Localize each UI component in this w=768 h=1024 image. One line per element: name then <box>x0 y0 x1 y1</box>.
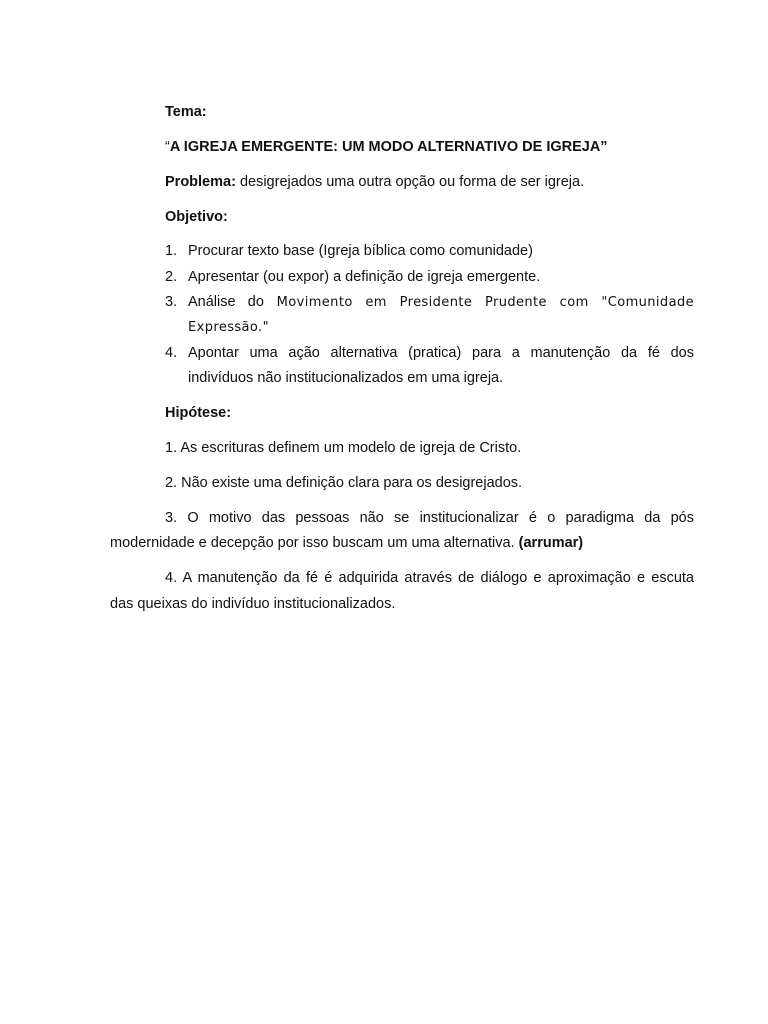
problema-label: Problema: <box>165 174 236 190</box>
objetivo-number: 4. <box>165 345 178 361</box>
hipotese-item-cont <box>110 534 583 552</box>
objetivo-3-part-a: Análise do <box>188 294 264 310</box>
objetivo-number: 3. <box>165 294 178 310</box>
objetivo-item-text: Procurar texto base (Igreja bíblica como comunidade) <box>188 243 533 259</box>
tema-label: Tema: <box>165 104 207 120</box>
objetivo-item-text: Apontar uma ação alternativa (pratica) para a manutenção da fé dos <box>188 345 694 361</box>
objetivo-item-text-cont: indivíduos não institucionalizados em uma igreja. <box>188 370 504 386</box>
hipotese-3-line2: modernidade e decepção por isso buscam um uma alternativa. <box>110 535 519 551</box>
objetivo-number: 1. <box>165 243 178 259</box>
hipotese-item: 2. Não existe uma definição clara para os desigrejados. <box>165 475 523 491</box>
problema-line <box>165 173 584 191</box>
objetivo-number: 2. <box>165 269 178 285</box>
objetivo-label: Objetivo: <box>165 209 228 225</box>
hipotese-item: 4. A manutenção da fé é adquirida através de diálogo e aproximação e escuta <box>165 570 694 586</box>
hipotese-label: Hipótese: <box>165 405 232 421</box>
title-text: A IGREJA EMERGENTE: UM MODO ALTERNATIVO DE IGREJA” <box>169 139 608 155</box>
arrumar-note: (arrumar) <box>518 535 584 551</box>
objetivo-3-part-b: Movimento em Presidente Prudente com "Comunidade <box>263 295 694 310</box>
document-title <box>165 138 608 156</box>
hipotese-item: 3. O motivo das pessoas não se institucionalizar é o paradigma da pós <box>165 510 694 526</box>
title-open-quote: “ <box>165 139 170 155</box>
hipotese-item-cont: das queixas do indivíduo institucionalizados. <box>110 596 396 612</box>
hipotese-item: 1. As escrituras definem um modelo de igreja de Cristo. <box>165 440 522 456</box>
objetivo-item-text-cont: Expressão." <box>188 320 269 335</box>
objetivo-item-text <box>188 293 694 312</box>
problema-text: desigrejados uma outra opção ou forma de ser igreja. <box>235 174 585 190</box>
objetivo-item-text: Apresentar (ou expor) a definição de igreja emergente. <box>188 269 541 285</box>
